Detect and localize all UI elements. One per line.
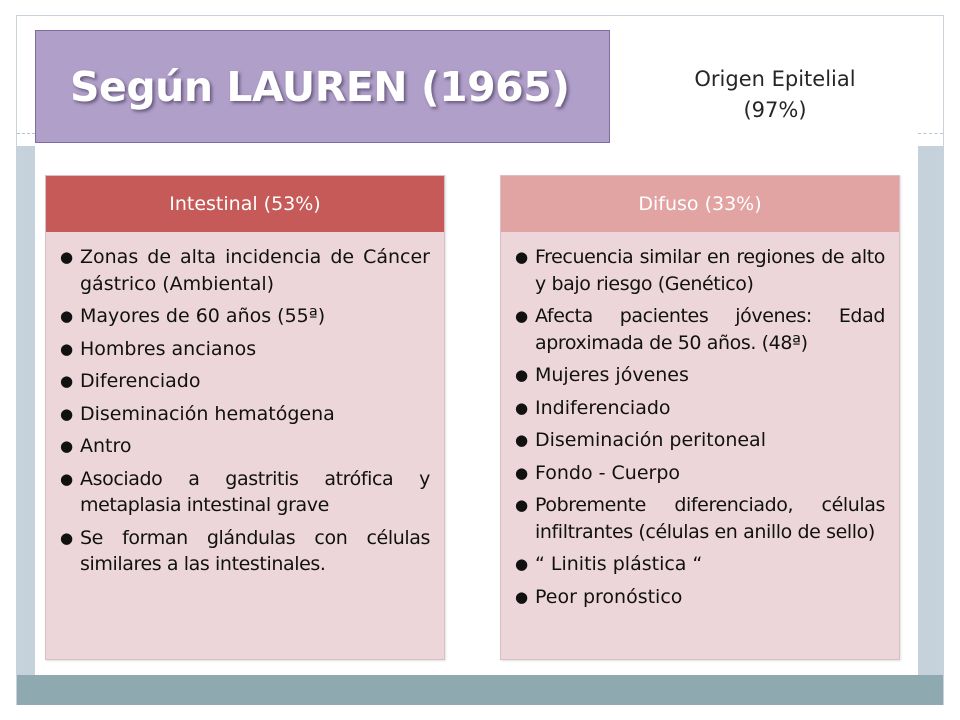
list-item-text: Diseminación peritoneal xyxy=(535,429,766,451)
list-item-text: Hombres ancianos xyxy=(80,337,257,360)
list-item xyxy=(60,244,430,297)
bullet-icon: ● xyxy=(515,431,529,449)
intestinal-header: Intestinal (53%) xyxy=(46,176,444,232)
list-item xyxy=(515,427,885,454)
side-band-left xyxy=(17,146,35,675)
bullet-icon: ● xyxy=(60,437,74,455)
difuso-panel xyxy=(500,175,900,660)
list-item xyxy=(60,433,430,460)
list-item-text: Diseminación hematógena xyxy=(80,402,335,425)
list-item-text: Se forman glándulas con células similares a las intestinales. xyxy=(80,526,430,575)
slide-title: Según LAUREN (1965) xyxy=(70,62,570,111)
bullet-icon: ● xyxy=(60,248,74,266)
bullet-icon: ● xyxy=(515,248,529,266)
list-item-text: Mayores de 60 años (55ª) xyxy=(80,305,326,327)
list-item-text: Antro xyxy=(80,435,132,457)
bullet-icon: ● xyxy=(515,463,529,482)
list-item xyxy=(60,466,430,519)
list-item xyxy=(515,584,885,611)
difuso-header: Difuso (33%) xyxy=(501,176,899,232)
side-band-right xyxy=(918,146,943,675)
list-item xyxy=(60,336,430,363)
bullet-icon: ● xyxy=(515,555,529,573)
list-item-text: Pobremente diferenciado, células infiltrantes (células en anillo de sello) xyxy=(535,494,885,543)
divider-left xyxy=(17,133,35,134)
list-item xyxy=(515,303,885,356)
list-item-text: “ Linitis plástica “ xyxy=(535,553,703,575)
bullet-icon: ● xyxy=(60,528,74,547)
bullet-icon: ● xyxy=(515,496,529,514)
list-item-text: Frecuencia similar en regiones de alto y bajo riesgo (Genético) xyxy=(535,246,885,295)
list-item xyxy=(515,492,885,545)
bullet-icon: ● xyxy=(515,587,529,606)
bullet-icon: ● xyxy=(60,469,74,488)
list-item-text: Indiferenciado xyxy=(535,396,671,419)
bullet-icon: ● xyxy=(60,372,74,390)
list-item xyxy=(60,525,430,578)
intestinal-panel xyxy=(45,175,445,660)
difuso-list xyxy=(501,232,899,610)
list-item xyxy=(60,368,430,395)
list-item xyxy=(515,460,885,487)
origin-label xyxy=(655,64,895,126)
title-box xyxy=(35,30,610,143)
list-item-text: Afecta pacientes jóvenes: Edad aproximada de 50 años. (48ª) xyxy=(535,305,885,354)
bullet-icon: ● xyxy=(60,339,74,358)
bullet-icon: ● xyxy=(60,307,74,325)
intestinal-list xyxy=(46,232,444,578)
list-item xyxy=(515,362,885,389)
list-item xyxy=(515,395,885,422)
list-item xyxy=(515,551,885,578)
list-item-text: Diferenciado xyxy=(80,370,201,392)
bottom-band xyxy=(17,675,943,705)
list-item xyxy=(60,303,430,330)
list-item xyxy=(515,244,885,297)
list-item-text: Asociado a gastritis atrófica y metaplasia intestinal grave xyxy=(80,467,430,516)
origin-line-2: (97%) xyxy=(743,98,807,122)
list-item-text: Mujeres jóvenes xyxy=(535,364,689,386)
list-item-text: Peor pronóstico xyxy=(535,585,683,608)
origin-line-1: Origen Epitelial xyxy=(694,67,856,91)
list-item-text: Zonas de alta incidencia de Cáncer gástrico (Ambiental) xyxy=(80,246,430,295)
slide-content xyxy=(35,28,918,675)
list-item-text: Fondo - Cuerpo xyxy=(535,461,681,484)
bullet-icon: ● xyxy=(515,398,529,417)
divider-right xyxy=(918,133,943,134)
bullet-icon: ● xyxy=(515,307,529,325)
bullet-icon: ● xyxy=(515,366,529,384)
bullet-icon: ● xyxy=(60,404,74,423)
list-item xyxy=(60,401,430,428)
